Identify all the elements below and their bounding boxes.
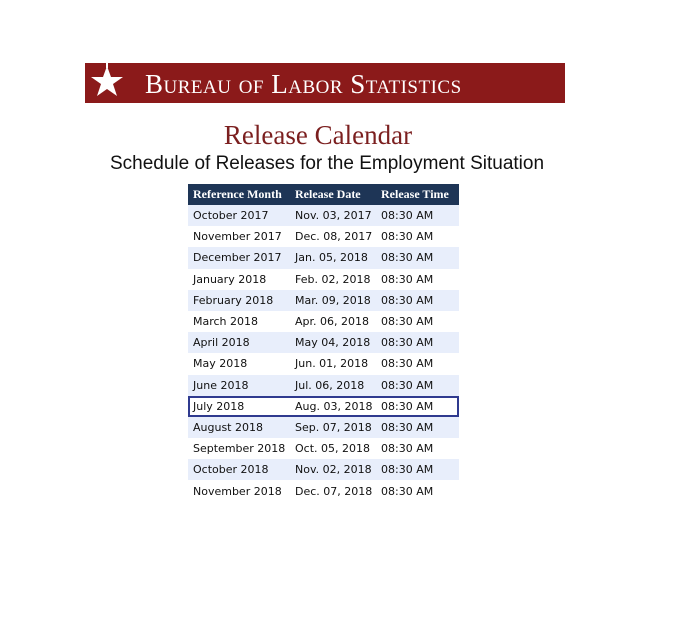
- cell-release-date: Dec. 08, 2017: [295, 230, 373, 244]
- table-row[interactable]: [188, 311, 459, 332]
- cell-release-date: Nov. 02, 2018: [295, 463, 372, 477]
- table-row[interactable]: [188, 480, 459, 501]
- cell-reference-month: May 2018: [193, 357, 248, 371]
- table-row[interactable]: [188, 247, 459, 268]
- cell-reference-month: February 2018: [193, 293, 274, 307]
- page-subtitle: Schedule of Releases for the Employment Situation: [109, 153, 545, 174]
- cell-reference-month: September 2018: [193, 442, 286, 456]
- cell-reference-month: December 2017: [193, 251, 282, 265]
- cell-release-date: Sep. 07, 2018: [295, 420, 372, 434]
- cell-release-time: 08:30 AM: [381, 272, 434, 286]
- cell-release-date: Apr. 06, 2018: [295, 315, 369, 329]
- cell-release-date: Aug. 03, 2018: [295, 399, 373, 413]
- cell-reference-month: April 2018: [193, 336, 250, 350]
- table-row[interactable]: [188, 269, 459, 290]
- table-row-selected[interactable]: [188, 396, 459, 417]
- cell-release-time: 08:30 AM: [381, 315, 434, 329]
- cell-reference-month: October 2018: [193, 463, 269, 477]
- cell-reference-month: November 2018: [193, 484, 282, 498]
- cell-release-time: 08:30 AM: [381, 463, 434, 477]
- table-row[interactable]: [188, 438, 459, 459]
- cell-reference-month: June 2018: [193, 378, 249, 392]
- cell-release-date: Feb. 02, 2018: [295, 272, 371, 286]
- cell-release-date: Mar. 09, 2018: [295, 293, 371, 307]
- cell-release-time: 08:30 AM: [381, 399, 434, 413]
- cell-reference-month: August 2018: [193, 420, 263, 434]
- release-schedule-table: [188, 184, 459, 502]
- cell-release-time: 08:30 AM: [381, 293, 434, 307]
- table-row[interactable]: [188, 375, 459, 396]
- cell-release-time: 08:30 AM: [381, 336, 434, 350]
- page-title: Release Calendar: [223, 120, 413, 150]
- cell-release-date: Dec. 07, 2018: [295, 484, 373, 498]
- cell-reference-month: October 2017: [193, 209, 269, 223]
- banner-title: Bureau of Labor Statistics: [145, 69, 462, 99]
- table-row[interactable]: [188, 332, 459, 353]
- table-row[interactable]: [188, 417, 459, 438]
- table-row[interactable]: [188, 205, 459, 226]
- cell-reference-month: July 2018: [193, 399, 245, 413]
- header-release-time: Release Time: [381, 187, 449, 201]
- cell-release-time: 08:30 AM: [381, 442, 434, 456]
- header-reference-month: Reference Month: [193, 187, 282, 201]
- cell-reference-month: November 2017: [193, 230, 282, 244]
- cell-reference-month: January 2018: [193, 272, 267, 286]
- cell-release-time: 08:30 AM: [381, 357, 434, 371]
- cell-release-time: 08:30 AM: [381, 209, 434, 223]
- cell-release-date: Nov. 03, 2017: [295, 209, 372, 223]
- header-release-date: Release Date: [295, 187, 361, 201]
- cell-release-time: 08:30 AM: [381, 378, 434, 392]
- cell-release-date: Jul. 06, 2018: [295, 378, 365, 392]
- bls-banner[interactable]: [85, 63, 565, 103]
- table-row[interactable]: [188, 226, 459, 247]
- cell-release-date: May 04, 2018: [295, 336, 371, 350]
- cell-reference-month: March 2018: [193, 315, 259, 329]
- cell-release-time: 08:30 AM: [381, 484, 434, 498]
- cell-release-time: 08:30 AM: [381, 420, 434, 434]
- table-row[interactable]: [188, 459, 459, 480]
- cell-release-time: 08:30 AM: [381, 251, 434, 265]
- cell-release-time: 08:30 AM: [381, 230, 434, 244]
- cell-release-date: Oct. 05, 2018: [295, 442, 370, 456]
- table-row[interactable]: [188, 290, 459, 311]
- cell-release-date: Jun. 01, 2018: [295, 357, 369, 371]
- bls-star-icon: [89, 63, 125, 101]
- table-header: [188, 184, 459, 205]
- cell-release-date: Jan. 05, 2018: [295, 251, 368, 265]
- table-row[interactable]: [188, 353, 459, 374]
